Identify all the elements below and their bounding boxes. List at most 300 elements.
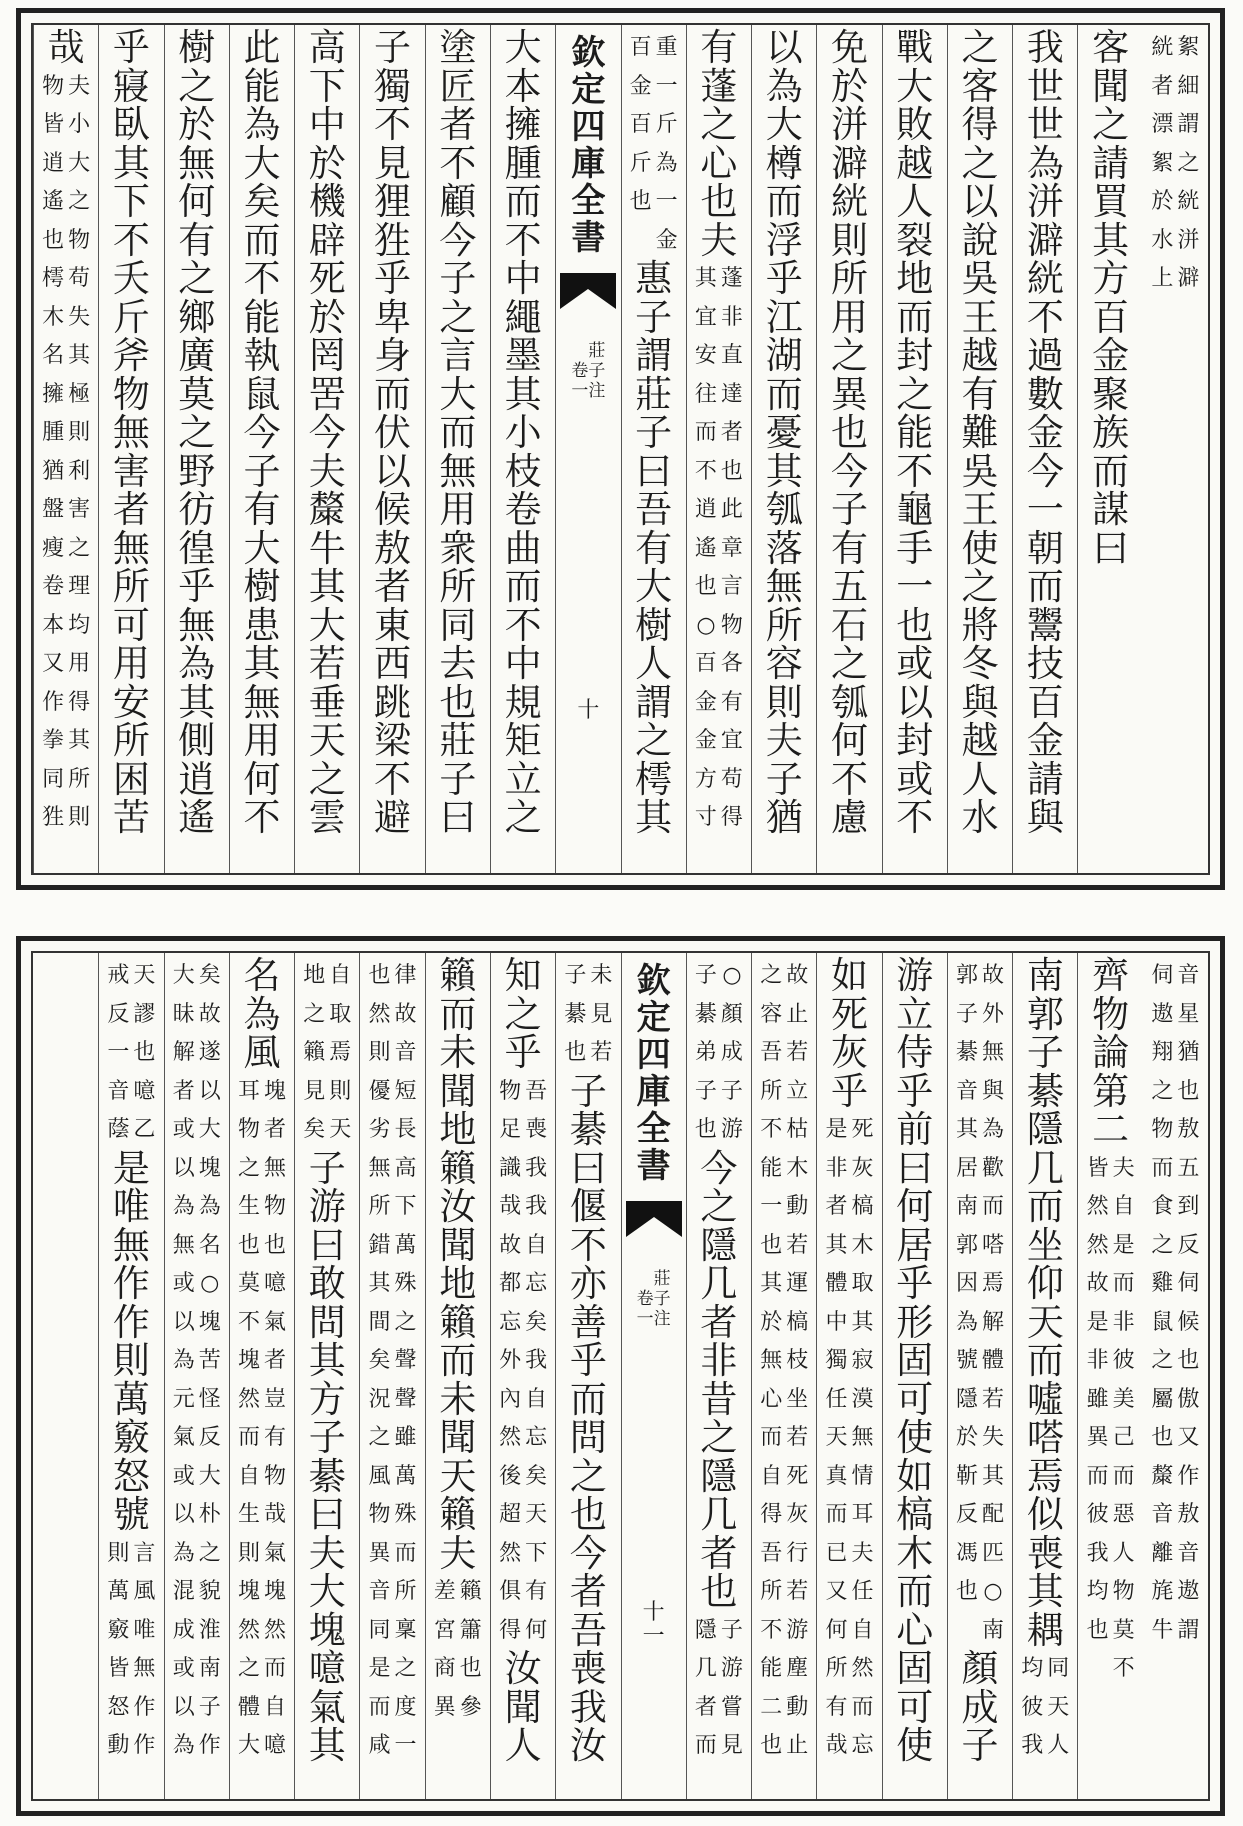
commentary-note bbox=[1149, 29, 1201, 299]
main-text bbox=[1092, 26, 1130, 570]
main-text-char: 之 bbox=[504, 992, 542, 1036]
main-text-char: 第 bbox=[1092, 1069, 1130, 1113]
main-text-char: 罟 bbox=[308, 372, 346, 416]
main-text-char: 之 bbox=[700, 1185, 738, 1228]
main-text-char: 子 bbox=[635, 295, 673, 339]
main-text-char: 不 bbox=[830, 757, 868, 801]
main-text-char: 此 bbox=[243, 26, 281, 69]
main-text-char: 為 bbox=[243, 992, 281, 1036]
main-text-char: 喪 bbox=[1026, 1531, 1064, 1575]
main-text-char: 擁 bbox=[504, 103, 542, 146]
main-text-char: 伏 bbox=[374, 411, 412, 454]
main-text-char: 聞 bbox=[439, 1416, 477, 1459]
main-text-char: 而 bbox=[765, 180, 803, 223]
main-text-char: 封 bbox=[896, 719, 934, 762]
main-text-char: 人 bbox=[635, 642, 673, 685]
main-text-char: 乎 bbox=[765, 257, 803, 300]
main-text-char: 遙 bbox=[178, 796, 216, 839]
main-text-char: 名 bbox=[243, 954, 281, 997]
main-text-char: 乎 bbox=[374, 257, 412, 300]
commentary-note-left: 物 皆 逍 遙 也 樗 木 名 擁 腫 猶 盤 瘦 卷 本 又 作 拳 同 狌 bbox=[42, 73, 65, 830]
main-text-char: 而 bbox=[504, 180, 542, 223]
main-text-char: 過 bbox=[1026, 334, 1064, 377]
commentary-note bbox=[1085, 1150, 1137, 1689]
main-text-char: 何 bbox=[243, 757, 281, 801]
commentary-note-right: 塊 者 無 物 也 噫 氣 者 豈 有 物 哉 氣 塊 然 而 自 噫 bbox=[263, 1078, 286, 1758]
main-text-char: 曰 bbox=[635, 449, 673, 493]
commentary-note-left: 隱 几 者 而 bbox=[694, 1617, 717, 1758]
main-text bbox=[112, 26, 150, 839]
main-text-char: 大 bbox=[243, 526, 281, 570]
main-text-char: 裂 bbox=[896, 218, 934, 262]
commentary-note-left: 子 綦 弟 子 也 bbox=[694, 963, 717, 1142]
commentary-note-left: 郭 子 綦 音 其 居 南 郭 因 為 號 隱 於 靳 反 馮 也 bbox=[956, 963, 979, 1604]
main-text-char: 其 bbox=[308, 1339, 346, 1382]
main-text-char: 地 bbox=[439, 1108, 477, 1151]
main-text-char: 地 bbox=[896, 257, 934, 300]
commentary-note bbox=[497, 1073, 549, 1651]
commentary-note bbox=[432, 1573, 484, 1727]
main-text-char: 人 bbox=[896, 180, 934, 223]
main-text-char: 方 bbox=[1092, 257, 1130, 300]
commentary-note-right: 子 游 嘗 見 bbox=[720, 1617, 743, 1758]
main-text-char: 今 bbox=[439, 218, 477, 262]
main-text-char: 聞 bbox=[1092, 64, 1130, 108]
commentary-note-right: 天 謬 也 噫 乙 bbox=[133, 963, 156, 1142]
commentary-note-right: 同 天 人 bbox=[1047, 1656, 1070, 1758]
main-text-char: 之 bbox=[178, 257, 216, 300]
commentary-note-right: 自 取 焉 則 天 bbox=[329, 963, 352, 1142]
main-text-char: 心 bbox=[700, 141, 738, 185]
commentary-note-right: 故 止 若 立 枯 木 動 若 運 槁 枝 坐 若 死 灰 行 若 游 塵 動 止 bbox=[786, 963, 809, 1758]
main-text-char: 世 bbox=[1026, 103, 1064, 146]
main-text-char: 垂 bbox=[308, 680, 346, 724]
main-text-char: 異 bbox=[830, 372, 868, 416]
main-text-char: 鬻 bbox=[1026, 603, 1064, 647]
main-text-char: 之 bbox=[439, 295, 477, 339]
main-text-char: 不 bbox=[439, 141, 477, 185]
main-text-char: 側 bbox=[178, 719, 216, 762]
main-text-char: 也 bbox=[700, 1570, 738, 1613]
volume-label-char: 卷 bbox=[636, 1289, 654, 1309]
main-text-char: 者 bbox=[700, 1531, 738, 1575]
main-text-char: 人 bbox=[504, 1724, 542, 1767]
main-text bbox=[1026, 26, 1064, 839]
collection-title-char: 書 bbox=[636, 1146, 671, 1186]
main-text-char: 斄 bbox=[308, 488, 346, 531]
main-text-char: 用 bbox=[243, 719, 281, 762]
main-text-char: 立 bbox=[504, 757, 542, 801]
main-text-char: 謂 bbox=[635, 680, 673, 724]
main-text-char: 几 bbox=[700, 1493, 738, 1536]
collection-title-char: 定 bbox=[636, 998, 671, 1038]
main-text-char: 也 bbox=[700, 180, 738, 223]
main-text-char: 使 bbox=[896, 1724, 934, 1767]
main-text-char: 不 bbox=[243, 796, 281, 839]
main-text-char: 用 bbox=[830, 295, 868, 339]
main-text-char: 者 bbox=[700, 1300, 738, 1344]
main-text-char: 敖 bbox=[374, 526, 412, 570]
main-text-char: 也 bbox=[439, 680, 477, 724]
text-column bbox=[816, 953, 881, 1799]
main-text-char: 矩 bbox=[504, 719, 542, 762]
main-text-char: 越 bbox=[961, 719, 999, 762]
main-text-char: 族 bbox=[1092, 411, 1130, 454]
main-text-char: 之 bbox=[308, 757, 346, 801]
main-text bbox=[1026, 954, 1064, 1652]
main-text-char: 聚 bbox=[1092, 372, 1130, 416]
main-text-char: 去 bbox=[439, 642, 477, 685]
commentary-note bbox=[40, 68, 92, 838]
commentary-note bbox=[367, 957, 419, 1766]
main-text-char: 能 bbox=[243, 295, 281, 339]
commentary-note-left: 子 綦 也 bbox=[564, 963, 587, 1065]
text-column bbox=[751, 25, 816, 873]
main-text-char: 無 bbox=[243, 680, 281, 724]
main-text-char: 成 bbox=[961, 1685, 999, 1729]
book-title-char: 莊 bbox=[588, 341, 606, 361]
commentary-note-right: 死 灰 槁 木 取 其 寂 漠 無 情 耳 夫 任 自 然 而 忘 bbox=[851, 1117, 874, 1758]
text-column bbox=[882, 25, 947, 873]
main-text-char: 是 bbox=[112, 1146, 150, 1190]
main-text-char: 能 bbox=[896, 411, 934, 454]
text-column bbox=[1012, 953, 1077, 1799]
commentary-note bbox=[823, 1111, 875, 1766]
commentary-note-right: 矣 故 遂 以 大 塊 為 名 ○ 塊 苦 怪 反 大 朴 之 貌 淮 南 子 作 bbox=[198, 963, 221, 1758]
main-text-char: 所 bbox=[439, 565, 477, 608]
main-text bbox=[47, 26, 85, 69]
commentary-note-right: 音 星 猶 也 敖 五 到 反 伺 候 也 傲 又 作 敖 音 遨 謂 bbox=[1177, 963, 1200, 1643]
main-text bbox=[504, 954, 542, 1074]
text-column bbox=[686, 953, 751, 1799]
volume-label-char: 卷 bbox=[571, 361, 589, 381]
commentary-note-left: 均 彼 我 bbox=[1021, 1656, 1044, 1758]
main-text-char: 之 bbox=[1092, 103, 1130, 146]
main-text-char: 塗 bbox=[439, 26, 477, 69]
text-column bbox=[1077, 953, 1142, 1799]
main-text-char: 梁 bbox=[374, 719, 412, 762]
main-text bbox=[1092, 954, 1130, 1151]
text-column bbox=[1012, 25, 1077, 873]
main-text-char: 我 bbox=[1026, 26, 1064, 69]
main-text-char: 知 bbox=[504, 954, 542, 997]
main-text-char: 而 bbox=[1026, 565, 1064, 608]
main-text-char: 子 bbox=[439, 257, 477, 300]
main-text-char: 樗 bbox=[635, 757, 673, 801]
text-column bbox=[425, 25, 490, 873]
commentary-note bbox=[1149, 957, 1201, 1650]
collection-title-char: 庫 bbox=[636, 1072, 671, 1112]
main-text-char: 子 bbox=[569, 1069, 607, 1113]
main-text-char: 大 bbox=[504, 26, 542, 69]
main-text-char: 難 bbox=[961, 411, 999, 454]
main-text bbox=[178, 26, 216, 839]
main-text-char: 作 bbox=[112, 1300, 150, 1344]
main-text-char: 其 bbox=[1092, 218, 1130, 262]
main-text-char: 中 bbox=[504, 257, 542, 300]
main-text-char: 莊 bbox=[439, 719, 477, 762]
main-text-char: 狸 bbox=[374, 180, 412, 223]
main-text-char: 焉 bbox=[1026, 1454, 1064, 1498]
main-text-char: 繩 bbox=[504, 295, 542, 339]
main-text-char: 澼 bbox=[1026, 218, 1064, 262]
main-text-char: 雲 bbox=[308, 796, 346, 839]
text-column bbox=[229, 25, 294, 873]
main-text-char: 敢 bbox=[308, 1262, 346, 1305]
main-text-char: 無 bbox=[765, 565, 803, 608]
main-text-char: 其 bbox=[112, 141, 150, 185]
main-text-char: 為 bbox=[1026, 141, 1064, 185]
main-text-char: 木 bbox=[896, 1531, 934, 1575]
main-text-char: 之 bbox=[178, 64, 216, 108]
main-text-char: 之 bbox=[700, 103, 738, 146]
text-column bbox=[98, 953, 163, 1799]
main-text-char: 死 bbox=[308, 257, 346, 300]
commentary-note bbox=[171, 957, 223, 1766]
main-text-char: 今 bbox=[569, 1531, 607, 1575]
main-text-char: 越 bbox=[961, 334, 999, 377]
main-text-char: 固 bbox=[896, 1339, 934, 1382]
commentary-note-left: 之 容 吾 所 不 能 一 也 其 於 無 心 而 自 得 吾 所 不 能 二 也 bbox=[760, 963, 783, 1758]
main-text-char: 大 bbox=[243, 141, 281, 185]
main-text-char: 夫 bbox=[700, 218, 738, 262]
main-text-char: 吳 bbox=[961, 449, 999, 493]
main-text-char: 子 bbox=[830, 488, 868, 531]
main-text-char: 所 bbox=[112, 565, 150, 608]
main-text-char: 莫 bbox=[178, 372, 216, 416]
main-text-char: 獨 bbox=[374, 64, 412, 108]
collection-title bbox=[637, 963, 671, 1185]
main-text-char: 不 bbox=[243, 257, 281, 300]
main-text-char: 萬 bbox=[112, 1377, 150, 1421]
text-column bbox=[947, 25, 1012, 873]
main-text-char: 吾 bbox=[635, 488, 673, 531]
main-text bbox=[896, 954, 934, 1767]
main-text-char: 如 bbox=[830, 954, 868, 997]
main-text-char: 有 bbox=[243, 488, 281, 531]
main-text-char: 之 bbox=[961, 141, 999, 185]
main-text-char: 落 bbox=[765, 526, 803, 570]
main-text-char: 隱 bbox=[1026, 1108, 1064, 1151]
main-text-char: 問 bbox=[308, 1300, 346, 1344]
main-text-char: 將 bbox=[961, 603, 999, 647]
main-text-char: 墨 bbox=[504, 334, 542, 377]
main-text-char: 澼 bbox=[830, 141, 868, 185]
main-text-char: 不 bbox=[504, 603, 542, 647]
main-text-char: 人 bbox=[961, 757, 999, 801]
main-text-char: 客 bbox=[1092, 26, 1130, 69]
main-text-char: 請 bbox=[1026, 757, 1064, 801]
main-text-char: 若 bbox=[308, 642, 346, 685]
main-text-char: 東 bbox=[374, 603, 412, 647]
commentary-note-right: 籟 簫 也 參 bbox=[459, 1579, 482, 1720]
main-text bbox=[112, 1146, 150, 1536]
main-text-char: 者 bbox=[439, 103, 477, 146]
text-column bbox=[751, 953, 816, 1799]
text-column bbox=[686, 25, 751, 873]
main-text-char: 大 bbox=[308, 1570, 346, 1613]
main-text-char: 聞 bbox=[439, 1069, 477, 1113]
main-text-char: 或 bbox=[896, 757, 934, 801]
main-text-char: 無 bbox=[112, 411, 150, 454]
main-text-char: 風 bbox=[243, 1031, 281, 1074]
main-text-char: 枝 bbox=[504, 449, 542, 493]
main-text-char: 謂 bbox=[635, 334, 673, 377]
main-text-char: 之 bbox=[830, 642, 868, 685]
main-text-char: 夫 bbox=[308, 1531, 346, 1575]
main-text-char: 何 bbox=[896, 1185, 934, 1228]
main-text-char: 同 bbox=[439, 603, 477, 647]
main-text-char: 方 bbox=[308, 1377, 346, 1421]
main-text-char: 買 bbox=[1092, 180, 1130, 223]
collection-title-char: 四 bbox=[636, 1035, 671, 1075]
main-text-char: 者 bbox=[374, 565, 412, 608]
main-text bbox=[439, 26, 477, 839]
main-text-char: 有 bbox=[961, 372, 999, 416]
main-text-char: 衆 bbox=[439, 526, 477, 570]
commentary-note bbox=[236, 1073, 288, 1766]
main-text-char: 者 bbox=[112, 488, 150, 531]
main-text bbox=[504, 26, 542, 839]
commentary-note-right: 蓬 非 直 達 者 也 此 章 言 物 各 有 宜 苟 得 bbox=[720, 266, 743, 830]
main-text-char: 機 bbox=[308, 180, 346, 223]
main-text-char: 子 bbox=[635, 411, 673, 454]
main-text-char: 匠 bbox=[439, 64, 477, 108]
main-text-char: 之 bbox=[961, 565, 999, 608]
main-text-char: 害 bbox=[112, 449, 150, 493]
text-column bbox=[947, 953, 1012, 1799]
main-text-char: 金 bbox=[1092, 334, 1130, 377]
main-text bbox=[830, 954, 868, 1113]
main-text-char: 有 bbox=[830, 526, 868, 570]
main-text-char: 籟 bbox=[439, 1493, 477, 1536]
main-text-char: 高 bbox=[308, 26, 346, 69]
commentary-note-left: 百 金 百 斤 也 bbox=[629, 35, 652, 214]
commentary-note bbox=[628, 29, 680, 260]
main-text-char: 得 bbox=[961, 103, 999, 146]
main-text-char: 憂 bbox=[765, 411, 803, 454]
main-text-char: 牛 bbox=[308, 526, 346, 570]
main-text-char: 樹 bbox=[635, 603, 673, 647]
main-text-char: 使 bbox=[961, 526, 999, 570]
text-column bbox=[294, 953, 359, 1799]
main-text-char: 居 bbox=[896, 1223, 934, 1267]
main-text-char: 或 bbox=[896, 642, 934, 685]
main-text-char: 前 bbox=[896, 1108, 934, 1151]
main-text bbox=[700, 26, 738, 262]
book-title-char: 注 bbox=[653, 1309, 671, 1329]
main-text-char: 昔 bbox=[700, 1377, 738, 1421]
main-text-char: 物 bbox=[1092, 992, 1130, 1036]
book-title-char: 莊 bbox=[653, 1269, 671, 1289]
collection-title-char: 全 bbox=[636, 1109, 671, 1149]
main-text-char: 手 bbox=[896, 526, 934, 570]
main-text-char: 今 bbox=[308, 411, 346, 454]
page-number-char: 一 bbox=[642, 1624, 665, 1649]
main-text-char: 耦 bbox=[1026, 1608, 1064, 1652]
main-text-char: 則 bbox=[765, 680, 803, 724]
commentary-note bbox=[105, 1535, 157, 1766]
main-text-char: 技 bbox=[1026, 642, 1064, 685]
main-text-char: 卑 bbox=[374, 295, 412, 339]
main-text-char: 郭 bbox=[1026, 992, 1064, 1036]
main-text-char: 几 bbox=[700, 1262, 738, 1305]
main-text-char: 不 bbox=[569, 1223, 607, 1267]
main-text-char: 汝 bbox=[569, 1724, 607, 1767]
book-title bbox=[654, 1269, 671, 1329]
main-text-char: 之 bbox=[569, 1454, 607, 1498]
main-text-char: 謀 bbox=[1092, 488, 1130, 531]
commentary-note-left: 伺 遨 翔 之 物 而 食 之 雞 鼠 之 屬 也 斄 音 離 旄 牛 bbox=[1151, 963, 1174, 1643]
main-text-char: 跳 bbox=[374, 680, 412, 724]
main-text-char: 其 bbox=[178, 680, 216, 724]
main-text-char: 辟 bbox=[308, 218, 346, 262]
main-text bbox=[961, 26, 999, 839]
main-text-char: 曰 bbox=[569, 1146, 607, 1190]
main-text-char: 今 bbox=[830, 449, 868, 493]
top-page-text-block bbox=[31, 23, 1210, 875]
main-text-char: 之 bbox=[896, 372, 934, 416]
main-text-char: 子 bbox=[765, 757, 803, 801]
main-text-char: 而 bbox=[504, 565, 542, 608]
main-text bbox=[504, 1647, 542, 1767]
main-text-char: 哉 bbox=[47, 26, 85, 69]
main-text-char: 如 bbox=[896, 1454, 934, 1498]
main-text-char: 小 bbox=[504, 411, 542, 454]
text-column bbox=[164, 953, 229, 1799]
commentary-note-right: 夫 小 大 之 物 苟 失 其 極 則 利 害 之 理 均 用 得 其 所 則 bbox=[68, 73, 91, 830]
main-text-char: 金 bbox=[1026, 719, 1064, 762]
main-text-char: 百 bbox=[1026, 680, 1064, 724]
main-text-char: 游 bbox=[308, 1185, 346, 1228]
main-text-char: 斤 bbox=[112, 295, 150, 339]
commentary-note bbox=[954, 957, 1006, 1650]
main-text-char: 作 bbox=[112, 1262, 150, 1305]
main-text-char: 之 bbox=[635, 719, 673, 762]
page-number bbox=[577, 699, 599, 723]
main-text bbox=[569, 1069, 607, 1767]
main-text-char: 曰 bbox=[896, 1146, 934, 1190]
main-text-char: 綦 bbox=[1026, 1069, 1064, 1113]
main-text-char: 洴 bbox=[1026, 180, 1064, 223]
main-text-char: 槁 bbox=[896, 1493, 934, 1536]
commentary-note-right: 吾 喪 我 我 自 忘 矣 我 自 忘 矣 天 下 有 何 bbox=[525, 1078, 548, 1643]
text-column bbox=[33, 25, 98, 873]
main-text-char: 患 bbox=[243, 603, 281, 647]
main-text-char: 免 bbox=[830, 26, 868, 69]
main-text-char: 有 bbox=[178, 218, 216, 262]
main-text-char: 子 bbox=[374, 26, 412, 69]
main-text-char: 夭 bbox=[112, 257, 150, 300]
main-text bbox=[896, 26, 934, 839]
fishtail-ornament-icon bbox=[624, 1199, 684, 1239]
main-text-char: 唯 bbox=[112, 1185, 150, 1228]
main-text-char: 瓠 bbox=[830, 680, 868, 724]
main-text-char: 以 bbox=[961, 180, 999, 223]
main-text-char: 矣 bbox=[243, 180, 281, 223]
text-column bbox=[1143, 953, 1208, 1799]
main-text-char: 絖 bbox=[1026, 257, 1064, 300]
main-text-char: 用 bbox=[439, 488, 477, 531]
main-text-char: 仰 bbox=[1026, 1262, 1064, 1305]
commentary-note bbox=[758, 957, 810, 1766]
main-text-char: 立 bbox=[896, 992, 934, 1036]
main-text-char: 怒 bbox=[112, 1454, 150, 1498]
main-text-char: 綦 bbox=[569, 1108, 607, 1151]
main-text-char: 其 bbox=[504, 372, 542, 416]
text-column bbox=[98, 25, 163, 873]
main-text-char: 噓 bbox=[1026, 1377, 1064, 1421]
